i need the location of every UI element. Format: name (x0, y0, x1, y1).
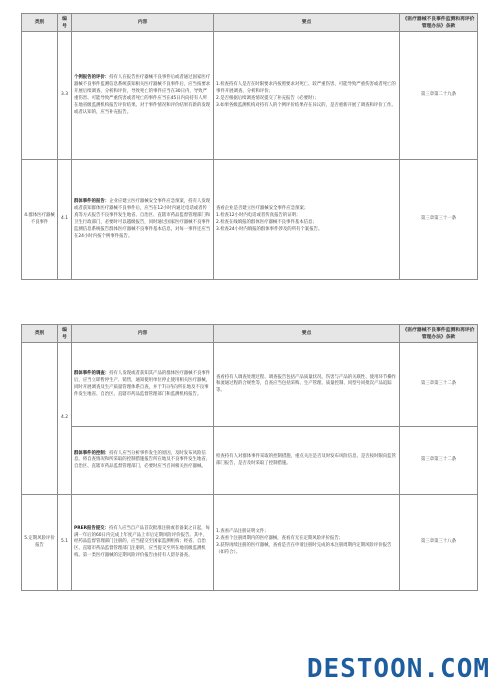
content-body: 企业应建立医疗器械安全事件应急预案，持有人发现或者获知群体医疗器械不良事件后，应当在12小时内通过电话或者传真等方式报告不良事件发生地省、自治区、直辖市药品监督管理部门和卫生行政部门，必要时可以越级报告，同时通过国家医疗器械不良事件监测信息系统报告群体医疗器械不良事件基本信息，对每一事件还应当在24小时内按个例事件报告。 (74, 199, 211, 239)
row-number: 4.1 (58, 160, 72, 280)
point-line: 查看持有人调查处理过程、调查报告包括产品质量状况、伤害与产品的关联性、使用环节操作和流通过程的合规性等，自查应当包括采购、生产管理、质量控制、同型号同批次产品追踪等。 (216, 374, 397, 394)
row-content (72, 160, 214, 280)
row-points (214, 160, 400, 280)
row-content (72, 495, 214, 591)
criteria-table-page-2 (21, 324, 478, 591)
point-line: 1.查看产品注册证明文件； (216, 529, 269, 535)
row-category (22, 32, 58, 160)
row-reference: 第三章第三十二条 (400, 343, 478, 427)
row-category: 4.群体医疗器械不良事件 (22, 160, 58, 280)
header-number: 编号 (58, 14, 72, 32)
row-reference: 第三章第三十一条 (400, 160, 478, 280)
point-line: 3.获得再续注册的医疗器械，查看是否在申请注册时完成的本注册周期内定期风险评价报告（如符合）。 (216, 542, 392, 555)
header-category: 类别 (22, 325, 58, 343)
row-points (214, 343, 400, 427)
point-line: 3.检查24小时内填报的群体事件涉及的所有个案报告。 (216, 226, 323, 232)
header-points: 要点 (214, 14, 400, 32)
point-line: 查看企业是否建立医疗器械安全事件应急预案； (216, 206, 309, 212)
row-number: 4.2 (58, 343, 72, 495)
table-row (22, 32, 478, 160)
point-line: 2.是否根据后续调查情况提交了补充报告（必要时）； (216, 95, 319, 101)
content-body: 持有人发现或者获知其产品的群体医疗器械不良事件后，应当立即暂停生产、销售，通知使用单位停止使用相关医疗器械，同时开展调查及生产质量管理体系自查，并于7日内向所在地及不良事件发生地省、自治区、直辖市药品监督管理部门和监测机构报告。 (74, 371, 211, 397)
content-body: 持有人应当自产品首次批准注册或者备案之日起，每满一年后的60日内完成上年度产品上市后定期风险评价报告。其中，经药品监督管理部门注册的，应当提交至国家监测机构；经省、自治区、直辖市药品监督管理部门注册的，应当提交至所在地省级监测机构。第一类医疗器械的定期风险评价报告由持有人留存备查。 (74, 525, 210, 559)
table-row (22, 427, 478, 495)
row-content (72, 32, 214, 160)
content-body: 持有人在报告医疗器械不良事件后或者通过国家医疗器械不良事件监测信息系统获知相关医疗器械不良事件后，应当按要求开展后续调查、分析和评价，导致死亡的事件应当在30日内，导致严重伤害、可能导致严重伤害或者死亡的事件应当在45日内向持有人所在地省级监测机构报告评价结果。对于事件情况和评价结果有新的发现或者认知的，应当补充报告。 (74, 75, 211, 115)
header-points: 要点 (214, 325, 400, 343)
table-header-row (22, 14, 478, 32)
header-content: 内容 (72, 14, 214, 32)
table-row (22, 495, 478, 591)
point-line: 3.如果各级监测机构对持有人的个例评价结果存在异议的，是否重新开展了调查和评价工作。 (216, 102, 396, 108)
row-number: 3.3 (58, 32, 72, 160)
header-category: 类别 (22, 14, 58, 32)
header-reference: 《医疗器械不良事件监测和再评价管理办法》条款 (400, 14, 478, 32)
row-content (72, 343, 214, 427)
content-title: 群体事件的调查： (74, 371, 110, 377)
row-reference: 第三章第三十八条 (400, 495, 478, 591)
row-content (72, 427, 214, 495)
criteria-table-page-1 (21, 13, 478, 280)
table-row (22, 160, 478, 280)
table-header-row (22, 325, 478, 343)
row-number: 5.1 (58, 495, 72, 591)
row-points (214, 495, 400, 591)
table-row (22, 343, 478, 427)
point-line: 检查持有人对群体事件采取的控制措施，重点关注是否及时发布风险信息，是否按时限向监管部门报告，是否及时采取了控制措施。 (216, 454, 397, 466)
point-line: 1.检查持有人是否在时限要求内按照要求对死亡、较严重伤害、可能导致严重伤害或者死亡的事件开展调查、分析和评价； (216, 82, 396, 95)
header-number: 编号 (58, 325, 72, 343)
header-reference: 《医疗器械不良事件监测和再评价管理办法》条款 (400, 325, 478, 343)
watermark-logo: DESTOON.COM (306, 654, 490, 684)
header-content: 内容 (72, 325, 214, 343)
content-title: 个例报告的评价： (74, 75, 110, 81)
content-body: 持有人应当分析事件发生的原因，及时发布风险信息，将自查情况和所采取的控制措施报告所在地及不良事件发生地省、自治区、直辖市药品监督管理部门，必要时应当召回相关医疗器械。 (74, 450, 211, 470)
row-reference: 第三章第二十九条 (400, 32, 478, 160)
row-points (214, 32, 400, 160)
content-title: 群体事件的报告： (74, 199, 110, 205)
point-line: 2.检查在线填报的群体医疗器械不良事件基本信息； (216, 219, 317, 225)
row-points (214, 427, 400, 495)
row-reference: 第三章第三十二条 (400, 427, 478, 495)
point-line: 1.检查12小时内电话或者传真报告的证明； (216, 213, 301, 219)
content-title: PRER报告提交： (74, 525, 109, 531)
content-title: 群体事件的控制： (74, 450, 110, 456)
row-category (22, 343, 58, 495)
point-line: 2.查看个注册周期内的医疗器械，查看有无在定期风险评价报告； (216, 536, 344, 542)
row-category: 5.定期风险评价报告 (22, 495, 58, 591)
